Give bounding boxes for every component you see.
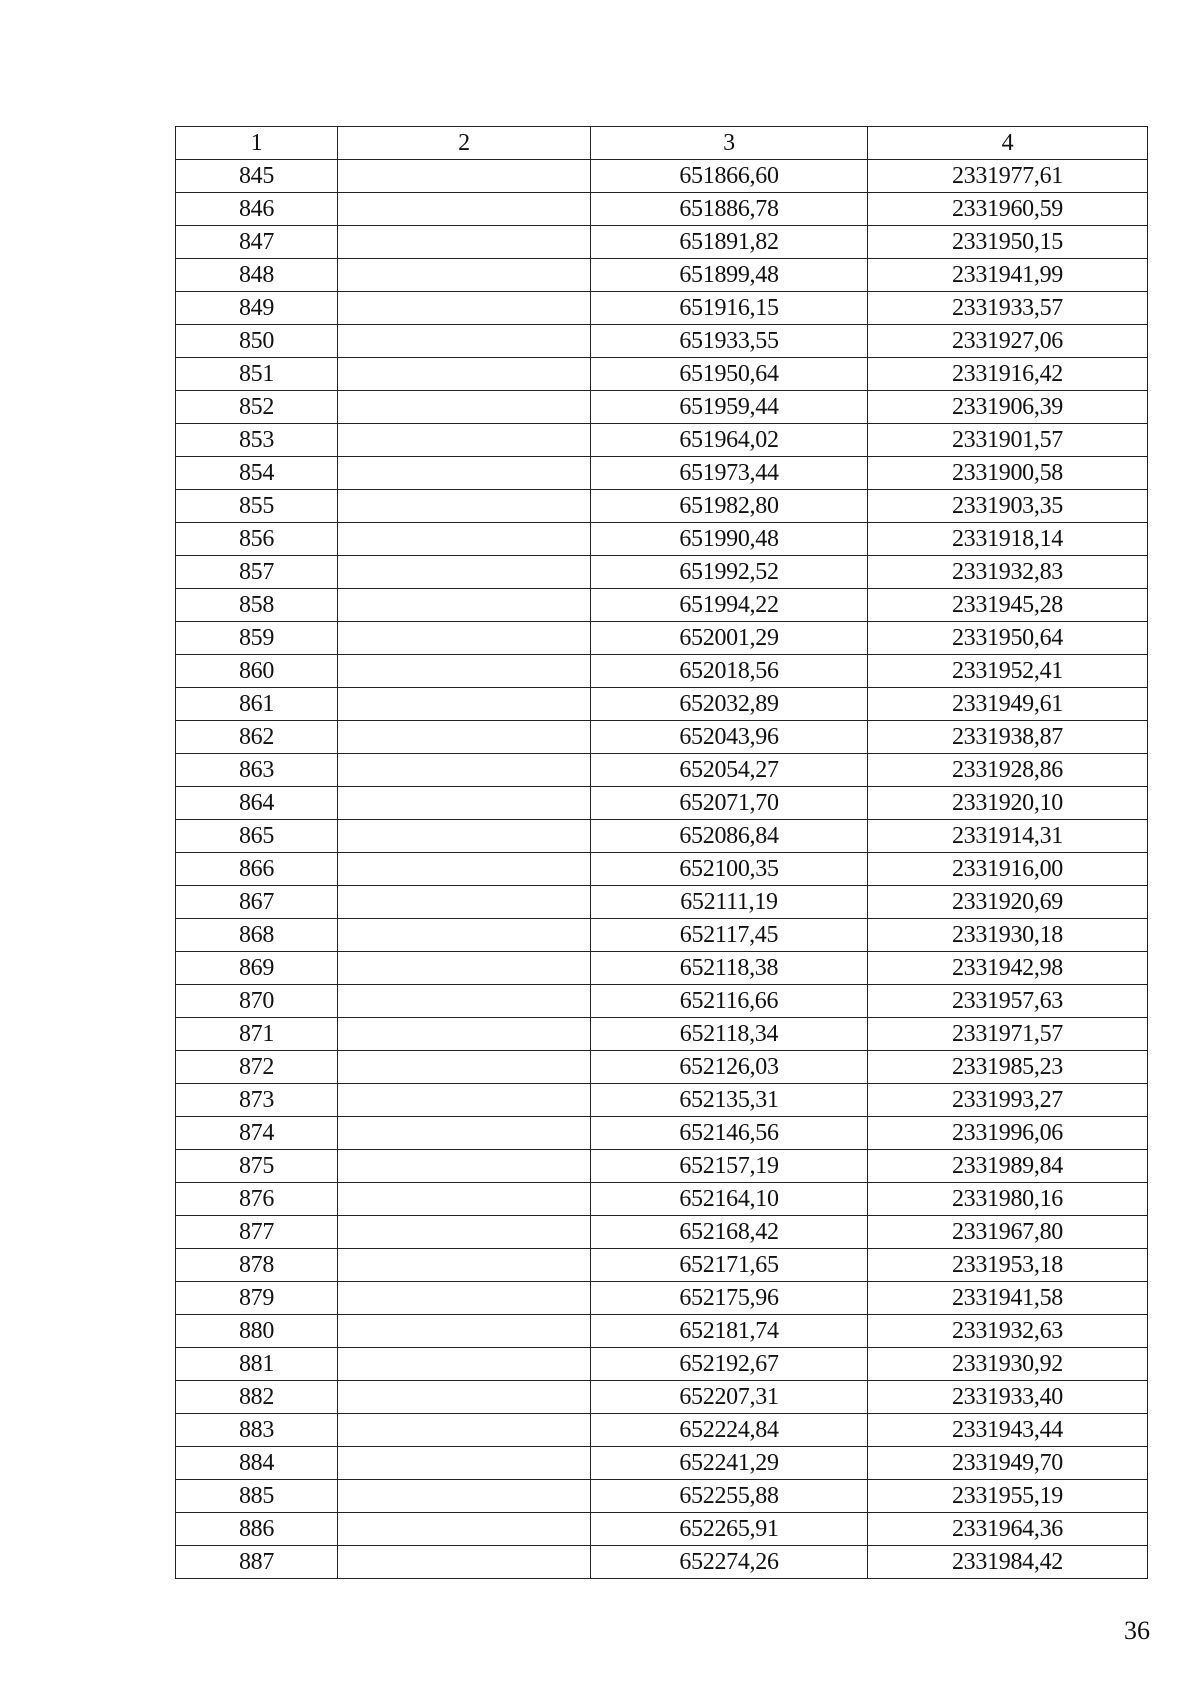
y-coordinate-cell: 2331916,42 <box>868 358 1148 391</box>
empty-cell <box>338 919 591 952</box>
y-coordinate-cell: 2331901,57 <box>868 424 1148 457</box>
x-coordinate-cell: 651982,80 <box>591 490 868 523</box>
x-coordinate-cell: 652116,66 <box>591 985 868 1018</box>
table-row <box>176 952 1148 985</box>
table-row <box>176 523 1148 556</box>
x-coordinate-cell: 652117,45 <box>591 919 868 952</box>
table-row <box>176 919 1148 952</box>
point-number-cell: 867 <box>176 886 338 919</box>
x-coordinate-cell: 651866,60 <box>591 160 868 193</box>
x-coordinate-cell: 651964,02 <box>591 424 868 457</box>
y-coordinate-cell: 2331993,27 <box>868 1084 1148 1117</box>
x-coordinate-cell: 652241,29 <box>591 1447 868 1480</box>
empty-cell <box>338 688 591 721</box>
point-number-cell: 881 <box>176 1348 338 1381</box>
table-row <box>176 457 1148 490</box>
table-row <box>176 985 1148 1018</box>
y-coordinate-cell: 2331906,39 <box>868 391 1148 424</box>
table-body <box>176 160 1148 1579</box>
table-row <box>176 424 1148 457</box>
point-number-cell: 876 <box>176 1183 338 1216</box>
y-coordinate-cell: 2331964,36 <box>868 1513 1148 1546</box>
y-coordinate-cell: 2331943,44 <box>868 1414 1148 1447</box>
x-coordinate-cell: 652135,31 <box>591 1084 868 1117</box>
y-coordinate-cell: 2331933,57 <box>868 292 1148 325</box>
coordinates-table <box>175 126 1148 1579</box>
point-number-cell: 850 <box>176 325 338 358</box>
table-row <box>176 259 1148 292</box>
x-coordinate-cell: 652265,91 <box>591 1513 868 1546</box>
y-coordinate-cell: 2331920,10 <box>868 787 1148 820</box>
point-number-cell: 852 <box>176 391 338 424</box>
x-coordinate-cell: 651959,44 <box>591 391 868 424</box>
empty-cell <box>338 655 591 688</box>
y-coordinate-cell: 2331945,28 <box>868 589 1148 622</box>
x-coordinate-cell: 651916,15 <box>591 292 868 325</box>
empty-cell <box>338 886 591 919</box>
empty-cell <box>338 556 591 589</box>
y-coordinate-cell: 2331953,18 <box>868 1249 1148 1282</box>
x-coordinate-cell: 651950,64 <box>591 358 868 391</box>
table-row <box>176 754 1148 787</box>
table-row <box>176 226 1148 259</box>
empty-cell <box>338 1249 591 1282</box>
empty-cell <box>338 589 591 622</box>
point-number-cell: 846 <box>176 193 338 226</box>
table-row <box>176 1282 1148 1315</box>
empty-cell <box>338 226 591 259</box>
empty-cell <box>338 1381 591 1414</box>
y-coordinate-cell: 2331941,99 <box>868 259 1148 292</box>
point-number-cell: 848 <box>176 259 338 292</box>
y-coordinate-cell: 2331932,63 <box>868 1315 1148 1348</box>
y-coordinate-cell: 2331950,15 <box>868 226 1148 259</box>
y-coordinate-cell: 2331977,61 <box>868 160 1148 193</box>
empty-cell <box>338 1315 591 1348</box>
y-coordinate-cell: 2331985,23 <box>868 1051 1148 1084</box>
empty-cell <box>338 358 591 391</box>
empty-cell <box>338 391 591 424</box>
x-coordinate-cell: 652157,19 <box>591 1150 868 1183</box>
point-number-cell: 865 <box>176 820 338 853</box>
x-coordinate-cell: 652001,29 <box>591 622 868 655</box>
table-row <box>176 721 1148 754</box>
y-coordinate-cell: 2331984,42 <box>868 1546 1148 1579</box>
empty-cell <box>338 820 591 853</box>
point-number-cell: 872 <box>176 1051 338 1084</box>
x-coordinate-cell: 652181,74 <box>591 1315 868 1348</box>
point-number-cell: 880 <box>176 1315 338 1348</box>
y-coordinate-cell: 2331949,70 <box>868 1447 1148 1480</box>
point-number-cell: 858 <box>176 589 338 622</box>
x-coordinate-cell: 652118,34 <box>591 1018 868 1051</box>
table-row <box>176 589 1148 622</box>
table-row <box>176 1480 1148 1513</box>
x-coordinate-cell: 652164,10 <box>591 1183 868 1216</box>
point-number-cell: 879 <box>176 1282 338 1315</box>
y-coordinate-cell: 2331932,83 <box>868 556 1148 589</box>
table-row <box>176 1051 1148 1084</box>
y-coordinate-cell: 2331996,06 <box>868 1117 1148 1150</box>
table-row <box>176 1018 1148 1051</box>
point-number-cell: 873 <box>176 1084 338 1117</box>
point-number-cell: 885 <box>176 1480 338 1513</box>
table-row <box>176 1183 1148 1216</box>
point-number-cell: 845 <box>176 160 338 193</box>
x-coordinate-cell: 652255,88 <box>591 1480 868 1513</box>
table-row <box>176 1216 1148 1249</box>
empty-cell <box>338 457 591 490</box>
y-coordinate-cell: 2331900,58 <box>868 457 1148 490</box>
x-coordinate-cell: 652207,31 <box>591 1381 868 1414</box>
x-coordinate-cell: 652111,19 <box>591 886 868 919</box>
table-row <box>176 688 1148 721</box>
x-coordinate-cell: 652071,70 <box>591 787 868 820</box>
point-number-cell: 874 <box>176 1117 338 1150</box>
empty-cell <box>338 622 591 655</box>
table-row <box>176 358 1148 391</box>
x-coordinate-cell: 651992,52 <box>591 556 868 589</box>
y-coordinate-cell: 2331950,64 <box>868 622 1148 655</box>
y-coordinate-cell: 2331980,16 <box>868 1183 1148 1216</box>
y-coordinate-cell: 2331930,92 <box>868 1348 1148 1381</box>
empty-cell <box>338 1183 591 1216</box>
x-coordinate-cell: 652118,38 <box>591 952 868 985</box>
point-number-cell: 860 <box>176 655 338 688</box>
y-coordinate-cell: 2331914,31 <box>868 820 1148 853</box>
empty-cell <box>338 1018 591 1051</box>
table-row <box>176 292 1148 325</box>
y-coordinate-cell: 2331916,00 <box>868 853 1148 886</box>
point-number-cell: 854 <box>176 457 338 490</box>
table-row <box>176 1513 1148 1546</box>
x-coordinate-cell: 652032,89 <box>591 688 868 721</box>
y-coordinate-cell: 2331927,06 <box>868 325 1148 358</box>
point-number-cell: 863 <box>176 754 338 787</box>
y-coordinate-cell: 2331920,69 <box>868 886 1148 919</box>
point-number-cell: 849 <box>176 292 338 325</box>
table-row <box>176 1447 1148 1480</box>
empty-cell <box>338 1051 591 1084</box>
x-coordinate-cell: 652274,26 <box>591 1546 868 1579</box>
table-row <box>176 1414 1148 1447</box>
empty-cell <box>338 259 591 292</box>
point-number-cell: 877 <box>176 1216 338 1249</box>
column-header: 4 <box>868 127 1148 160</box>
table-row <box>176 1546 1148 1579</box>
empty-cell <box>338 985 591 1018</box>
y-coordinate-cell: 2331967,80 <box>868 1216 1148 1249</box>
point-number-cell: 886 <box>176 1513 338 1546</box>
empty-cell <box>338 1447 591 1480</box>
point-number-cell: 878 <box>176 1249 338 1282</box>
empty-cell <box>338 490 591 523</box>
table-row <box>176 1084 1148 1117</box>
point-number-cell: 853 <box>176 424 338 457</box>
x-coordinate-cell: 651994,22 <box>591 589 868 622</box>
table-row <box>176 1348 1148 1381</box>
point-number-cell: 884 <box>176 1447 338 1480</box>
empty-cell <box>338 1546 591 1579</box>
y-coordinate-cell: 2331930,18 <box>868 919 1148 952</box>
table-row <box>176 1117 1148 1150</box>
point-number-cell: 875 <box>176 1150 338 1183</box>
point-number-cell: 866 <box>176 853 338 886</box>
y-coordinate-cell: 2331933,40 <box>868 1381 1148 1414</box>
x-coordinate-cell: 652054,27 <box>591 754 868 787</box>
y-coordinate-cell: 2331989,84 <box>868 1150 1148 1183</box>
x-coordinate-cell: 652192,67 <box>591 1348 868 1381</box>
table-row <box>176 556 1148 589</box>
table-row <box>176 886 1148 919</box>
y-coordinate-cell: 2331949,61 <box>868 688 1148 721</box>
point-number-cell: 882 <box>176 1381 338 1414</box>
y-coordinate-cell: 2331955,19 <box>868 1480 1148 1513</box>
point-number-cell: 870 <box>176 985 338 1018</box>
column-header: 2 <box>338 127 591 160</box>
table-row <box>176 325 1148 358</box>
x-coordinate-cell: 652168,42 <box>591 1216 868 1249</box>
x-coordinate-cell: 651899,48 <box>591 259 868 292</box>
column-header: 3 <box>591 127 868 160</box>
x-coordinate-cell: 651933,55 <box>591 325 868 358</box>
table-row <box>176 1315 1148 1348</box>
table-row <box>176 655 1148 688</box>
table-row <box>176 160 1148 193</box>
y-coordinate-cell: 2331928,86 <box>868 754 1148 787</box>
y-coordinate-cell: 2331957,63 <box>868 985 1148 1018</box>
empty-cell <box>338 853 591 886</box>
table-row <box>176 820 1148 853</box>
empty-cell <box>338 160 591 193</box>
x-coordinate-cell: 652175,96 <box>591 1282 868 1315</box>
empty-cell <box>338 952 591 985</box>
empty-cell <box>338 523 591 556</box>
empty-cell <box>338 1414 591 1447</box>
empty-cell <box>338 193 591 226</box>
y-coordinate-cell: 2331960,59 <box>868 193 1148 226</box>
table-row <box>176 1249 1148 1282</box>
point-number-cell: 859 <box>176 622 338 655</box>
x-coordinate-cell: 651891,82 <box>591 226 868 259</box>
empty-cell <box>338 424 591 457</box>
empty-cell <box>338 1084 591 1117</box>
table-row <box>176 622 1148 655</box>
empty-cell <box>338 1348 591 1381</box>
point-number-cell: 868 <box>176 919 338 952</box>
x-coordinate-cell: 651990,48 <box>591 523 868 556</box>
table-header-row <box>176 127 1148 160</box>
empty-cell <box>338 1480 591 1513</box>
x-coordinate-cell: 652043,96 <box>591 721 868 754</box>
empty-cell <box>338 787 591 820</box>
point-number-cell: 857 <box>176 556 338 589</box>
empty-cell <box>338 1150 591 1183</box>
point-number-cell: 851 <box>176 358 338 391</box>
x-coordinate-cell: 652146,56 <box>591 1117 868 1150</box>
y-coordinate-cell: 2331941,58 <box>868 1282 1148 1315</box>
table-row <box>176 490 1148 523</box>
y-coordinate-cell: 2331942,98 <box>868 952 1148 985</box>
point-number-cell: 871 <box>176 1018 338 1051</box>
x-coordinate-cell: 652018,56 <box>591 655 868 688</box>
table-row <box>176 1381 1148 1414</box>
y-coordinate-cell: 2331918,14 <box>868 523 1148 556</box>
table-row <box>176 787 1148 820</box>
x-coordinate-cell: 652224,84 <box>591 1414 868 1447</box>
x-coordinate-cell: 652086,84 <box>591 820 868 853</box>
y-coordinate-cell: 2331971,57 <box>868 1018 1148 1051</box>
point-number-cell: 864 <box>176 787 338 820</box>
point-number-cell: 856 <box>176 523 338 556</box>
y-coordinate-cell: 2331938,87 <box>868 721 1148 754</box>
point-number-cell: 855 <box>176 490 338 523</box>
point-number-cell: 862 <box>176 721 338 754</box>
x-coordinate-cell: 651886,78 <box>591 193 868 226</box>
table-row <box>176 193 1148 226</box>
empty-cell <box>338 1216 591 1249</box>
empty-cell <box>338 1282 591 1315</box>
point-number-cell: 861 <box>176 688 338 721</box>
empty-cell <box>338 1117 591 1150</box>
empty-cell <box>338 754 591 787</box>
table-row <box>176 1150 1148 1183</box>
point-number-cell: 869 <box>176 952 338 985</box>
page-number: 36 <box>1124 1616 1150 1645</box>
table-row <box>176 853 1148 886</box>
y-coordinate-cell: 2331903,35 <box>868 490 1148 523</box>
empty-cell <box>338 1513 591 1546</box>
point-number-cell: 883 <box>176 1414 338 1447</box>
empty-cell <box>338 292 591 325</box>
y-coordinate-cell: 2331952,41 <box>868 655 1148 688</box>
empty-cell <box>338 721 591 754</box>
point-number-cell: 847 <box>176 226 338 259</box>
column-header: 1 <box>176 127 338 160</box>
x-coordinate-cell: 652171,65 <box>591 1249 868 1282</box>
x-coordinate-cell: 652100,35 <box>591 853 868 886</box>
empty-cell <box>338 325 591 358</box>
x-coordinate-cell: 652126,03 <box>591 1051 868 1084</box>
point-number-cell: 887 <box>176 1546 338 1579</box>
table-row <box>176 391 1148 424</box>
x-coordinate-cell: 651973,44 <box>591 457 868 490</box>
